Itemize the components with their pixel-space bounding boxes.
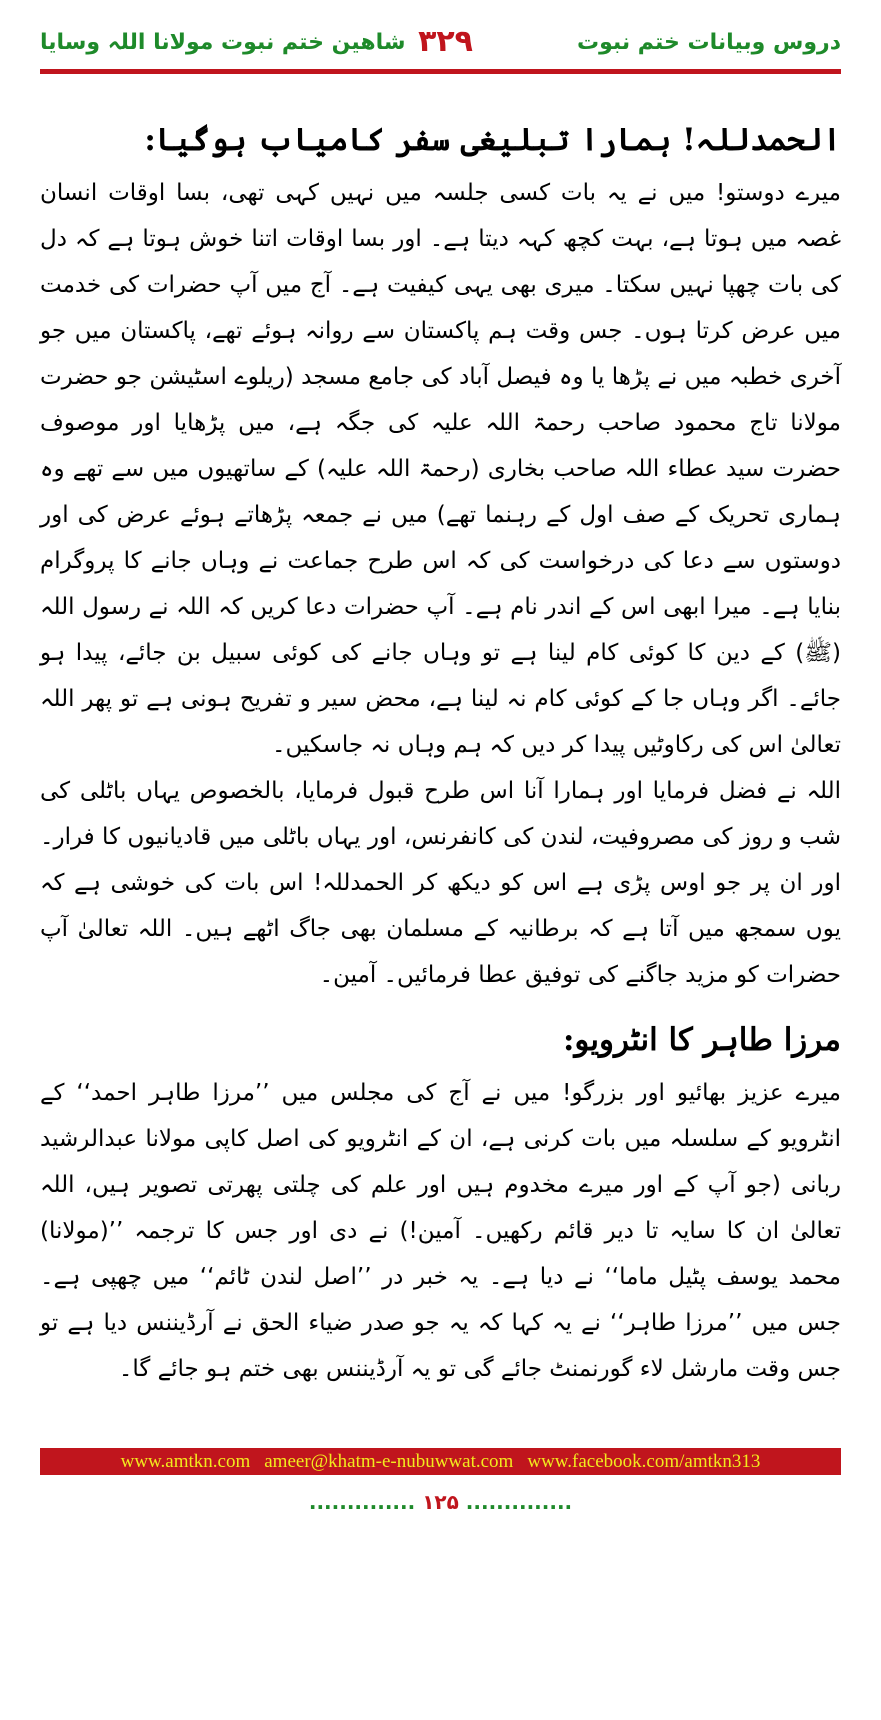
facebook-link[interactable]: www.facebook.com/amtkn313 [527, 1450, 761, 1472]
book-title: دروس وبیانات ختم نبوت [577, 30, 841, 55]
page-header [40, 24, 841, 60]
paragraph: میرے عزیز بھائیو اور بزرگو! میں نے آج کی مجلس میں ’’مرزا طاہر احمد‘‘ کے انٹرویو کے سلسلہ میں بات کرنی ہے، ان کے انٹرویو کی اصل کاپی مولانا عبدالرشید ربانی (جو آپ کے اور میرے مخدوم ہیں اور علم کی چلتی پھرتی تصویر ہیں، اللہ تعالیٰ ان کا سایہ تا دیر قائم رکھیں۔ آمین!) نے دی اور جس کا ترجمہ ’’(مولانا) محمد یوسف پٹیل ماما‘‘ نے دیا ہے۔ یہ خبر در ’’اصل لندن ٹائم‘‘ میں چھپی ہے۔ جس میں ’’مرزا طاہر‘‘ نے یہ کہا کہ یہ جو صدر ضیاء الحق نے آرڈیننس دیا ہے تو جس وقت مارشل لاء گورنمنٹ جائے گی تو یہ آرڈیننس بھی ختم ہو جائے گا۔ [40, 1080, 841, 1382]
footer-bar [40, 1448, 841, 1475]
bottom-page-number [0, 1490, 881, 1514]
website-link[interactable]: www.amtkn.com [120, 1450, 251, 1472]
dots-left: .............. [308, 1490, 416, 1514]
section-heading: الحمدللہ! ہمارا تبلیغی سفر کامیاب ہوگیا: [144, 122, 841, 158]
page-content [40, 100, 841, 1720]
email-link[interactable]: ameer@khatm-e-nubuwwat.com [264, 1450, 514, 1472]
dots-right: .............. [465, 1490, 573, 1514]
header-page-number: ۳۲۹ [418, 24, 473, 59]
paragraph: میرے دوستو! میں نے یہ بات کسی جلسہ میں نہیں کہی تھی، بسا اوقات انسان غصہ میں ہوتا ہے، بہت کچھ کہہ دیتا ہے۔ اور بسا اوقات اتنا خوش ہوتا ہے کہ دل کی بات چھپا نہیں سکتا۔ میری بھی یہی کیفیت ہے۔ آج میں آپ حضرات کی خدمت میں عرض کرتا ہوں۔ جس وقت ہم پاکستان سے روانہ ہوئے تھے، پاکستان میں جو آخری خطبہ میں نے پڑھا یا وہ فیصل آباد کی جامع مسجد (ریلوے اسٹیشن جو حضرت مولانا تاج محمود صاحب رحمۃ اللہ علیہ کی جگہ ہے، میں پڑھایا اور موصوف حضرت سید عطاء اللہ صاحب بخاری (رحمۃ اللہ علیہ) کے ساتھیوں میں سے تھے وہ ہماری تحریک کے صف اول کے رہنما تھے) میں نے جمعہ پڑھاتے ہوئے عرض کی اور دوستوں سے دعا کی درخواست کی کہ اس طرح جماعت نے وہاں جانے کا پروگرام بنایا ہے۔ میرا ابھی اس کے اندر نام ہے۔ آپ حضرات دعا کریں کہ اللہ نے رسول اللہ (ﷺ) کے دین کا کوئی کام لینا ہے تو وہاں جانے کی کوئی سبیل بن جائے، پیدا ہو جائے۔ اگر وہاں جا کے کوئی کام نہ لینا ہے، محض سیر و تفریح ہونی ہے تو پھر اللہ تعالیٰ اس کی رکاوٹیں پیدا کر دیں کہ ہم وہاں نہ جاسکیں۔ [40, 180, 841, 758]
header-divider [40, 69, 841, 74]
section-heading: مرزا طاہر کا انٹرویو: [562, 1022, 841, 1058]
paragraph: اللہ نے فضل فرمایا اور ہمارا آنا اس طرح قبول فرمایا، بالخصوص یہاں باٹلی کی شب و روز کی مصروفیت، لندن کی کانفرنس، اور یہاں باٹلی میں قادیانیوں کا فرار۔ اور ان پر جو اوس پڑی ہے اس کو دیکھ کر الحمدللہ! اس بات کی خوشی ہے کہ یوں سمجھ میں آتا ہے کہ برطانیہ کے مسلمان بھی جاگ اٹھے ہیں۔ اللہ تعالیٰ آپ حضرات کو مزید جاگنے کی توفیق عطا فرمائیں۔ آمین۔ [40, 778, 841, 988]
bottom-page-number-value: ۱۲۵ [422, 1490, 459, 1514]
author-title: شاھین ختم نبوت مولانا اللہ وسایا [40, 30, 406, 55]
